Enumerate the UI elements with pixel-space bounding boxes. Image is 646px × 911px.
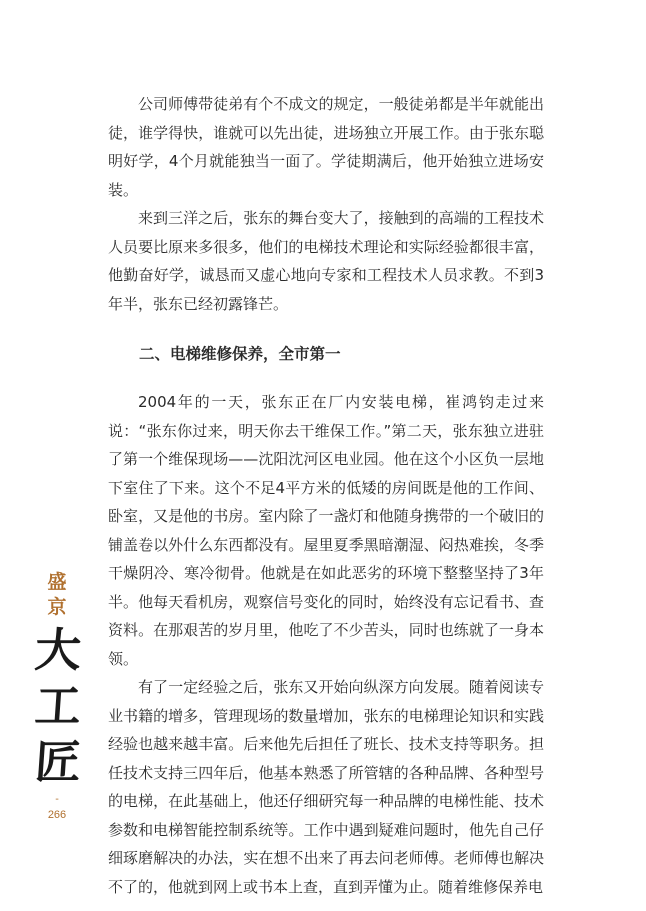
book-sidebar [22, 570, 92, 822]
brand-small-char: 京 [47, 596, 67, 618]
paragraph: 2004年的一天，张东正在厂内安装电梯，崔鸿钧走过来说：“张东你过来，明天你去干维保工作。”第二天，张东独立进驻了第一个维保现场——沈阳沈河区电业园。他在这个小区负一层地下室住了下来。这个不足4平方米的低矮的房间既是他的工作间、卧室，又是他的书房。室内除了一盏灯和他随身携带的一个破旧的铺盖卷以外什么东西都没有。屋里夏季黑暗潮湿、闷热难挨，冬季干燥阴冷、寒冷彻骨。他就是在如此恶劣的环境下整整坚持了3年半。他每天看机房，观察信号变化的同时，始终没有忘记看书、查资料。在那艰苦的岁月里，他吃了不少苦头，同时也练就了一身本领。 [108, 393, 544, 668]
body-text-column [108, 90, 544, 901]
calligraphy-char: 工 [33, 679, 81, 733]
page-number-dash: - [55, 794, 59, 805]
brand-small-char: 盛 [47, 571, 67, 593]
section-heading: 二、电梯维修保养，全市第一 [139, 345, 341, 363]
paragraph: 来到三洋之后，张东的舞台变大了，接触到的高端的工程技术人员要比原来多很多，他们的电梯技术理论和实际经验都很丰富，他勤奋好学，诚恳而又虚心地向专家和工程技术人员求教。不到3年半，张东已经初露锋芒。 [108, 209, 544, 313]
calligraphy-char: 大 [33, 623, 81, 677]
paragraph: 有了一定经验之后，张东又开始向纵深方向发展。随着阅读专业书籍的增多，管理现场的数量增加，张东的电梯理论知识和实践经验也越来越丰富。后来他先后担任了班长、技术支持等职务。担任技术支持三四年后，他基本熟悉了所管辖的各种品牌、各种型号的电梯，在此基础上，他还仔细研究每一种品牌的电梯性能、技术参数和电梯智能控制系统等。工作中遇到疑难问题时，他先自己仔细琢磨解决的办法，实在想不出来了再去问老师傅。老师傅也解决不了的，他就到网上或书本上查，直到弄懂为止。随着维修保养电 [108, 678, 544, 896]
paragraph: 公司师傅带徒弟有个不成文的规定，一般徒弟都是半年就能出徒，谁学得快，谁就可以先出徒，进场独立开展工作。由于张东聪明好学，4个月就能独当一面了。学徒期满后，他开始独立进场安装。 [108, 95, 544, 199]
calligraphy-char: 匠 [33, 735, 81, 789]
page-number: 266 [47, 809, 67, 821]
